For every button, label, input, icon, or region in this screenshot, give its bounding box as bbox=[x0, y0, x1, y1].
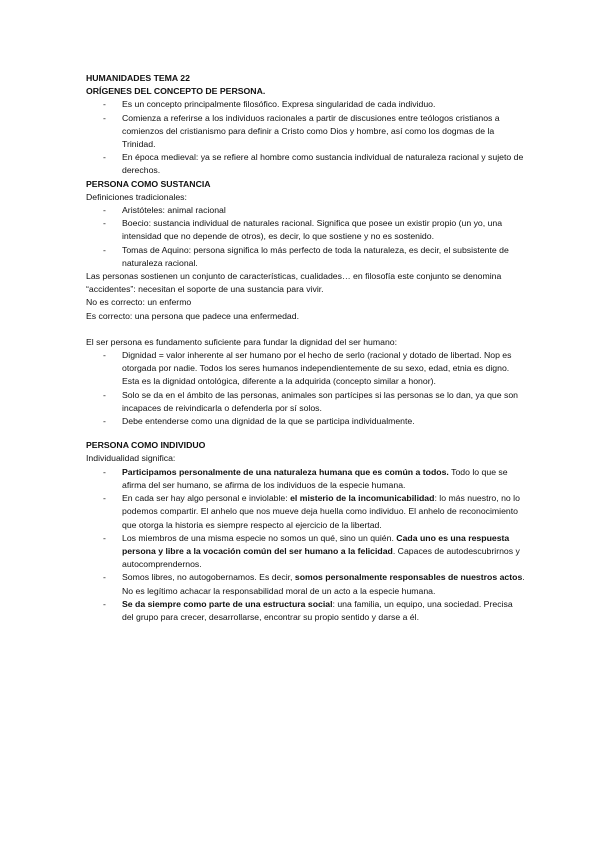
list-item: - En época medieval: ya se refiere al hombre como sustancia individual de naturaleza racional y sujeto de derechos. bbox=[86, 151, 526, 177]
list-item: - Es un concepto principalmente filosófico. Expresa singularidad de cada individuo. bbox=[86, 98, 526, 111]
origenes-list bbox=[86, 98, 526, 177]
bold-text: Cada uno es una respuesta persona y libre a la vocación común del ser humano a la felicidad bbox=[122, 532, 510, 556]
list-item bbox=[86, 598, 526, 624]
list-item: - Solo se da en el ámbito de las personas, animales son partícipes si las personas se lo dan, ya que son incapaces de reivindicarla o defenderla por sí solos. bbox=[86, 389, 526, 415]
paragraph-incorrect-example: No es correcto: un enfermo bbox=[86, 297, 192, 308]
list-item: - Comienza a referirse a los individuos racionales a partir de discusiones entre teólogos cristianos a comienzos del cristianismo para definir a Cristo como Dios y hombre, así como los dogmas de la Trinidad. bbox=[86, 112, 526, 152]
list-item: - Aristóteles: animal racional bbox=[86, 204, 526, 217]
item-text: Los miembros de una misma especie no somos un qué, sino un quién. bbox=[122, 532, 397, 543]
item-text: En cada ser hay algo personal e inviolable: bbox=[122, 493, 291, 504]
individualidad-list bbox=[86, 466, 526, 624]
section-heading-individuo: PERSONA COMO INDIVIDUO bbox=[86, 440, 206, 451]
dignidad-list bbox=[86, 349, 526, 428]
section-heading-sustancia: PERSONA COMO SUSTANCIA bbox=[86, 178, 211, 189]
item-text: Todo lo que se afirma del ser humano, se afirma de los individuos de la especie humana. bbox=[122, 466, 508, 490]
item-text: . Capaces de autodescubrirnos y autocomprendernos. bbox=[122, 545, 520, 570]
item-text: : una familia, un equipo, una sociedad. Precisa del grupo para crecer, desarrollarse, encontrar su propio sentido y darse a él. bbox=[122, 598, 513, 622]
list-item: - Debe entenderse como una dignidad de la que se participa individualmente. bbox=[86, 415, 526, 428]
section-heading-origenes: ORÍGENES DEL CONCEPTO DE PERSONA. bbox=[86, 86, 266, 97]
paragraph-dignidad-intro: El ser persona es fundamento suficiente para fundar la dignidad del ser humano: bbox=[86, 336, 398, 347]
item-text: : lo más nuestro, no lo podemos compartir. El anhelo que nos mueve deja huella como individuo. El anhelo de reconocimiento que otorga la historia es siempre respecto al ejercicio de la libertad. bbox=[122, 493, 520, 530]
definitions-intro: Definiciones tradicionales: bbox=[86, 191, 187, 202]
paragraph-accidentes: Las personas sostienen un conjunto de características, cualidades… en filosofía este conjunto se denomina “accidentes”: necesitan el soporte de una sustancia para vivir. bbox=[86, 271, 502, 295]
list-item: - Tomas de Aquino: persona significa lo más perfecto de toda la naturaleza, es decir, el subsistente de naturaleza racional. bbox=[86, 244, 526, 270]
individualidad-intro: Individualidad significa: bbox=[86, 453, 176, 464]
paragraph-correct-example: Es correcto: una persona que padece una enfermedad. bbox=[86, 310, 299, 321]
bold-text: el misterio de la incomunicabilidad bbox=[290, 493, 435, 504]
definitions-list bbox=[86, 204, 526, 270]
list-item bbox=[86, 532, 526, 572]
list-item bbox=[86, 571, 526, 597]
document-page bbox=[86, 72, 526, 624]
list-item bbox=[86, 466, 526, 492]
list-item: - Boecio: sustancia individual de naturales racional. Significa que posee un existir propio (un yo, una intensidad que no depende de otros), es decir, lo que sostiene y no es sostenido. bbox=[86, 217, 526, 243]
item-text: Somos libres, no autogobernamos. Es decir, bbox=[122, 572, 295, 583]
list-item: - Dignidad = valor inherente al ser humano por el hecho de serlo (racional y dotado de libertad. Nop es otorgada por nadie. Todos los seres humanos independientemente de su sexo, edad, etnia es digno. Esta es la dignidad ontológica, diferente a la adquirida (concepto similar a honor). bbox=[86, 349, 526, 389]
item-text: . No es legítimo achacar la responsabilidad moral de un acto a la especie humana. bbox=[122, 572, 525, 596]
bold-text: Participamos personalmente de una naturaleza humana que es común a todos. bbox=[122, 466, 449, 477]
list-item bbox=[86, 492, 526, 532]
bold-text: somos personalmente responsables de nuestros actos bbox=[294, 572, 523, 583]
document-title: HUMANIDADES TEMA 22 bbox=[86, 73, 190, 83]
bold-text: Se da siempre como parte de una estructura social bbox=[122, 598, 333, 609]
